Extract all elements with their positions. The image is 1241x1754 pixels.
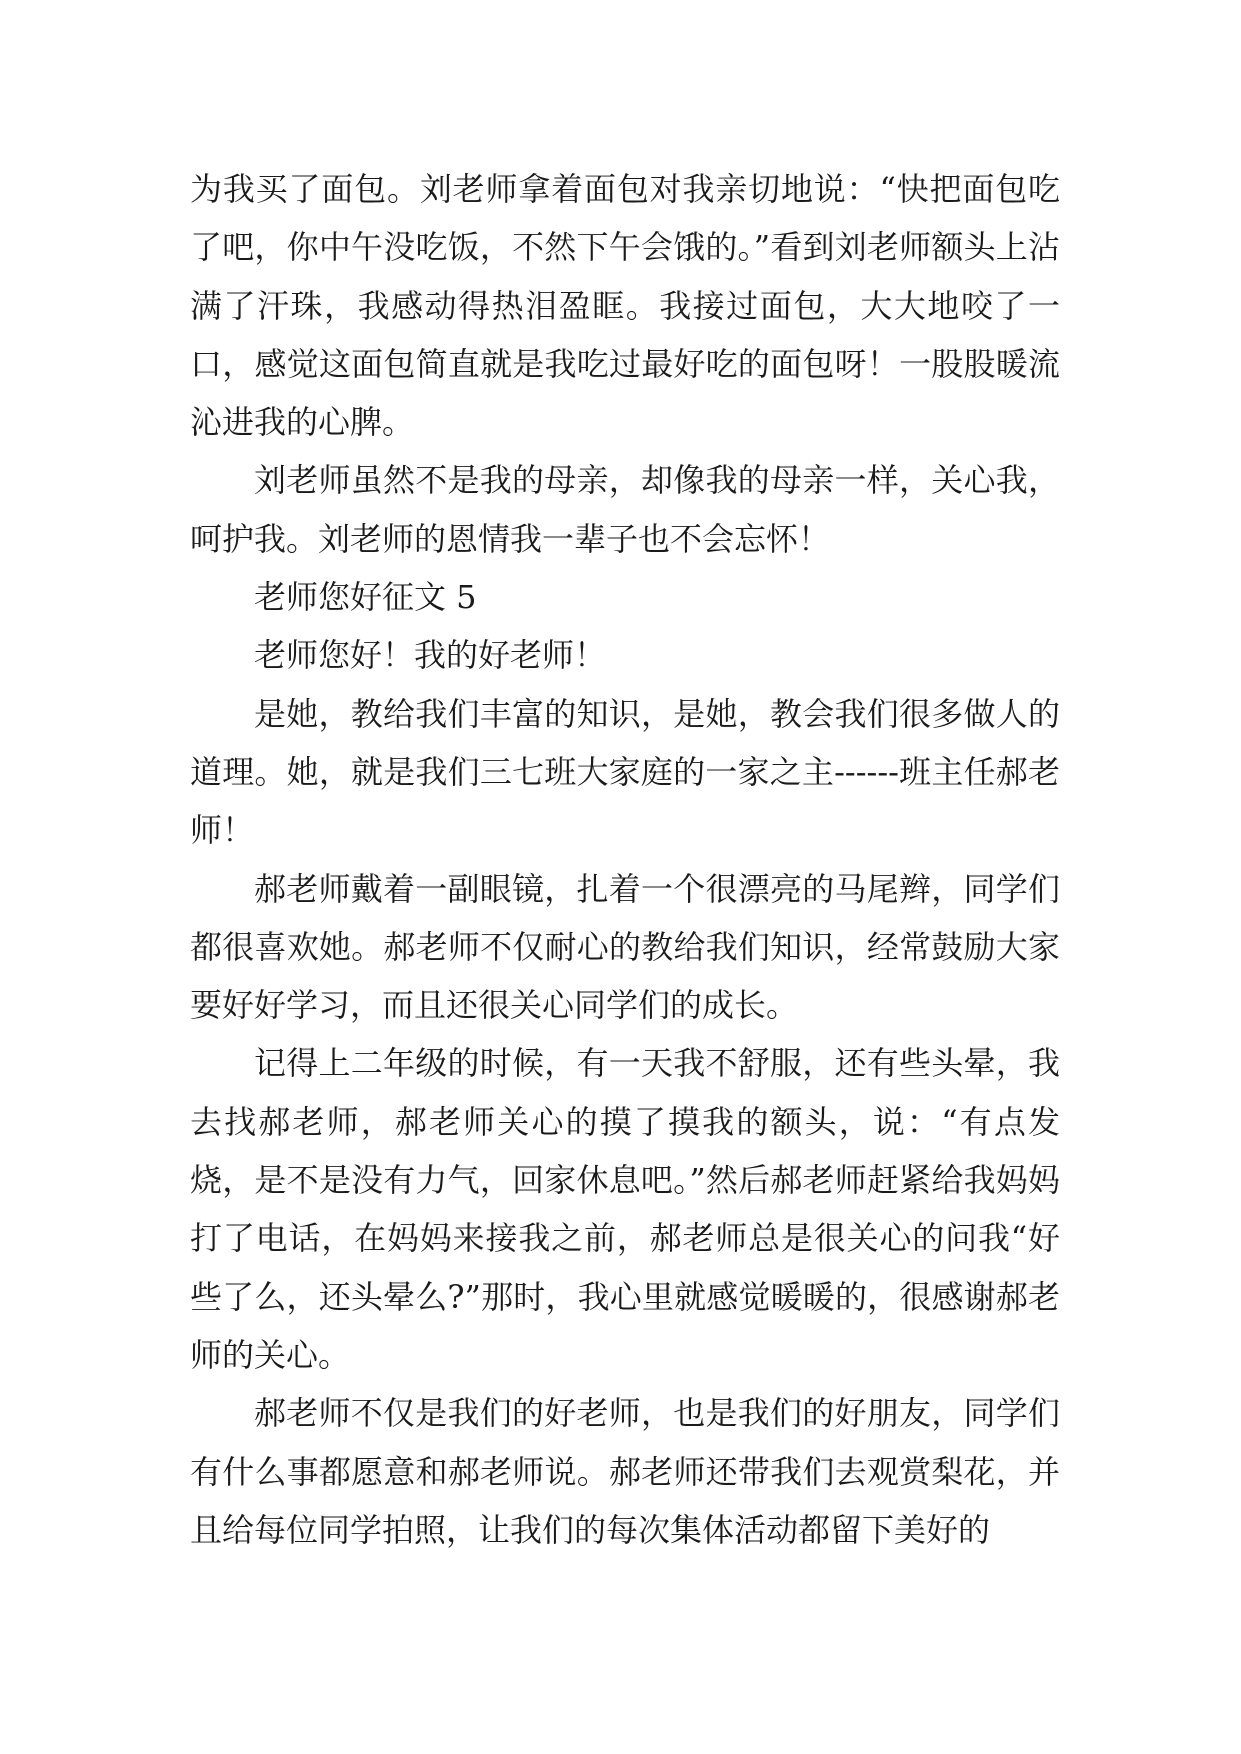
section-title: 老师您好征文 5 [254,578,477,617]
paragraph: 记得上二年级的时候，有一天我不舒服，还有些头晕，我去找郝老师，郝老师关心的摸了摸我的额头，说：“有点发烧，是不是没有力气，回家休息吧。”然后郝老师赶紧给我妈妈打了电话，在妈妈来接我之前，郝老师总是很关心的问我“好些了么，还头晕么?”那时，我心里就感觉暖暖的，很感谢郝老师的关心。 [190,1044,1060,1374]
paragraph: 刘老师虽然不是我的母亲，却像我的母亲一样，关心我，呵护我。刘老师的恩情我一辈子也不会忘怀！ [190,461,1060,558]
paragraph-continued: 为我买了面包。刘老师拿着面包对我亲切地说：“快把面包吃了吧，你中午没吃饭，不然下午会饿的。”看到刘老师额头上沾满了汗珠，我感动得热泪盈眶。我接过面包，大大地咬了一口，感觉这面包简直就是我吃过最好吃的面包呀！一股股暖流沁进我的心脾。 [190,170,1060,442]
paragraph: 是她，教给我们丰富的知识，是她，教会我们很多做人的道理。她，就是我们三七班大家庭的一家之主------班主任郝老师！ [190,694,1060,850]
paragraph: 郝老师不仅是我们的好老师，也是我们的好朋友，同学们有什么事都愿意和郝老师说。郝老师还带我们去观赏梨花，并且给每位同学拍照，让我们的每次集体活动都留下美好的 [190,1394,1060,1549]
paragraph: 郝老师戴着一副眼镜，扎着一个很漂亮的马尾辫，同学们都很喜欢她。郝老师不仅耐心的教给我们知识，经常鼓励大家要好好学习，而且还很关心同学们的成长。 [190,869,1060,1025]
document-body [190,160,1060,1559]
paragraph-greeting: 老师您好！我的好老师！ [254,636,607,675]
